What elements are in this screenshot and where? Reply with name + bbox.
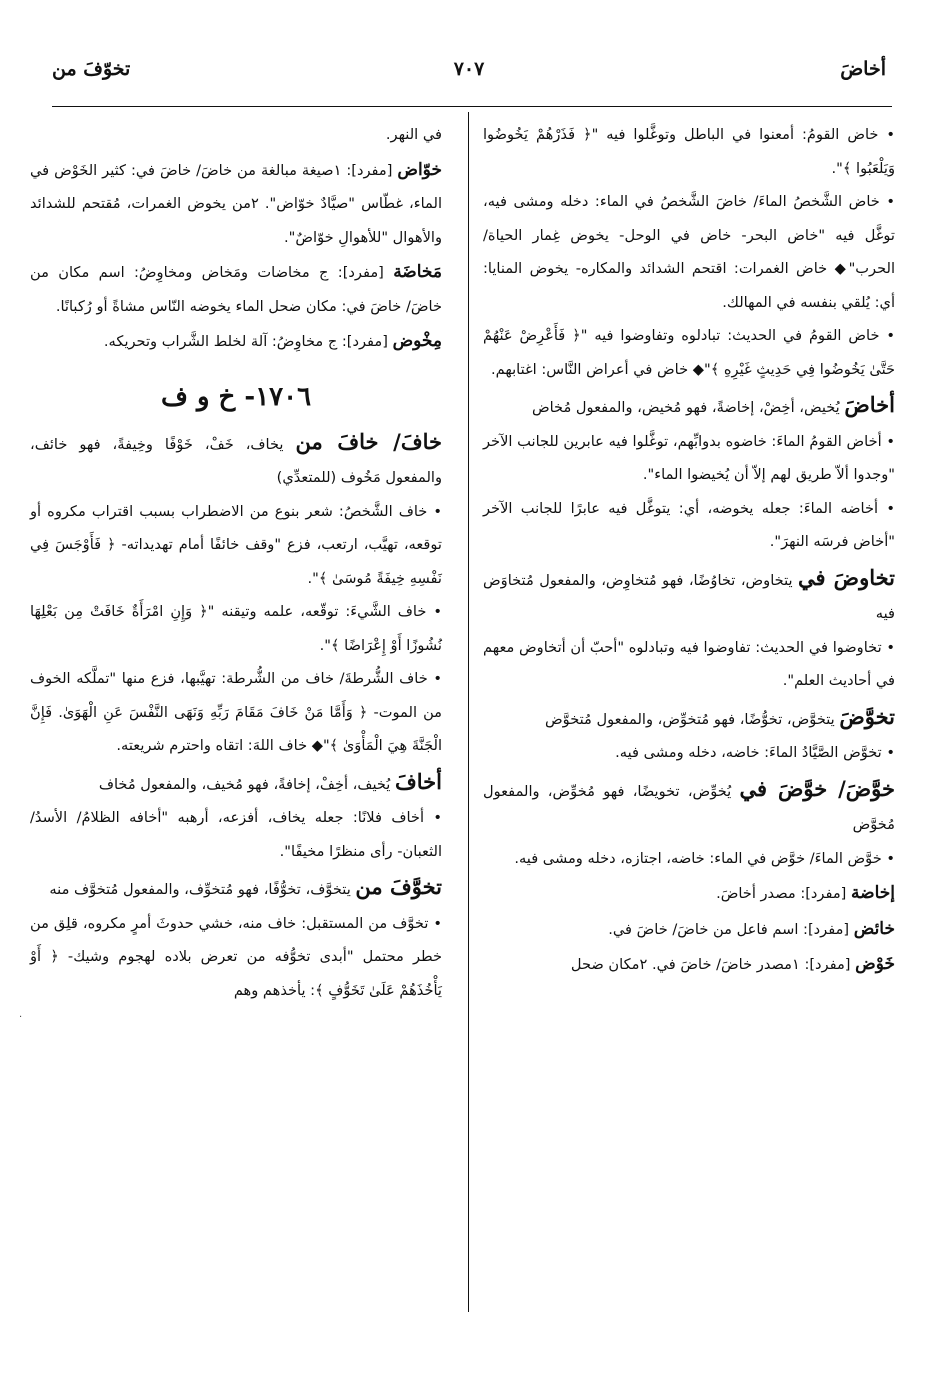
entry-khawwad [30, 154, 442, 255]
entry-khawwada [483, 772, 895, 842]
entry-definition: [مفرد]: ١مصدر خاضَ/ خاضَ في. ٢مكان ضحل [570, 956, 856, 973]
headword: مِخْوض [392, 331, 442, 351]
entry-akhafa [30, 765, 442, 802]
entry-forms: يتخوَّف، تخوُّفًا، فهو مُتخوِّف، والمفعول مُتخوَّف منه [49, 881, 356, 898]
definition-paragraph: • خاف الشَّخصُ: شعر بنوع من الاضطراب بسبب اقتراب مكروه أو توقعه، تهيَّب، ارتعب، فزع "وقف خائفًا أمام تهديداته- ﴿ فَأَوْجَسَ فِي نَفْسِهِ خِيفَةً مُوسَىٰ ﴾". [30, 502, 442, 587]
headword: خافَ/ خافَ من [295, 428, 442, 454]
page-header [52, 56, 886, 96]
right-column [483, 118, 895, 982]
entry-khaid [483, 913, 895, 947]
entry-takhawwafa [30, 870, 442, 907]
definition-paragraph: • خاض الشَّخصُ الماءَ/ خاضَ الشَّخصُ في الماء: دخله ومشى فيه، توغَّل فيه "خاض البحر- خاض في الوحل- يخوض غِمار الحياة/ الحرب"◆ خاض الغمرات: اقتحم الشدائد والمكاره- يخوض المنايا: أي: يُلقي بنفسه في المهالك. [483, 193, 895, 311]
entry-forms: يُخيض، أخِضْ، إخاضةً، فهو مُخيض، والمفعول مُخاض [531, 399, 845, 416]
headword: تخوَّفَ من [355, 874, 442, 899]
entry-akhada [483, 388, 895, 425]
headword: خوّاض [397, 159, 442, 180]
definition-paragraph: • خاض القومُ في الحديث: تبادلوه وتفاوضوا فيه "﴿ فَأَعْرِضْ عَنْهُمْ حَتَّىٰ يَخُوضُوا فِي حَدِيثٍ غَيْرِهِ ﴾"◆ خاض في أعراض النَّاس: اغتابهم. [483, 327, 895, 378]
root-section-title: ١٧٠٦- خ و ف [160, 381, 312, 412]
headword: خوَّضَ/ خوَّضَ في [739, 775, 895, 801]
headword: خائض [853, 918, 895, 939]
header-rule [52, 106, 892, 107]
definition-paragraph: • خوَّض الماءَ/ خوَّض في الماء: خاضه، اجتازه، دخله ومشى فيه. [514, 849, 895, 867]
entry-definition: [مفرد]: اسم فاعل من خاضَ/ خاضَ في. [608, 920, 854, 938]
headword: مَخاضَة [393, 262, 442, 282]
definition-paragraph: • تخاوضوا في الحديث: تفاوضوا فيه وتبادلوه "أحبّ أن أتخاوض معهم في أحاديث العلم". [483, 638, 895, 689]
definition-paragraph: • خاف الشُّرطةَ/ خاف من الشُّرطة: تهيَّبها، فزع منها "تملَّكه الخوف من الموت- ﴿ وَأَمَّا مَنْ خَافَ مَقَامَ رَبِّهِ وَنَهَى النَّفْسَ عَنِ الْهَوَىٰ. فَإِنَّ الْجَنَّةَ هِيَ الْمَأْوَىٰ ﴾"◆ خاف اللهَ: اتقاه واحترم شريعته. [30, 670, 442, 754]
definition-paragraph: • أخاضه الماءَ: جعله يخوضه، أي: يتوغَّل فيه عابرًا للجانب الآخر "أخاض فرسَه النهرَ". [483, 499, 895, 550]
entry-khawd [483, 948, 895, 982]
headword: إخاضة [851, 883, 895, 903]
left-column [30, 118, 442, 1007]
headword: تخاوضَ في [798, 564, 896, 590]
entry-forms: يُخيف، أخِفْ، إخافةً، فهو مُخيف، والمفعول مُخاف [98, 775, 396, 793]
headword: أخافَ [395, 768, 442, 794]
entry-definition: [مفرد]: ج مخاضات ومَخاض ومخاوِضُ: اسم مكان من خاضَ/ خاضَ في: مكان ضحل الماء يخوضه النّاس مشاةً أو رُكبانًا. [30, 264, 442, 315]
headword: أخاضَ [844, 392, 895, 417]
entry-ikhada [483, 877, 895, 911]
definition-paragraph: • أخاف فلانًا: جعله يخاف، أفزعه، أرهبه "أخافه الظلامُ/ الأسدُ/ الثعبان- رأى منظرًا مخيفًا". [30, 809, 442, 860]
header-first-headword: أخاضَ [840, 58, 886, 80]
definition-paragraph: • تخوَّض الصَّيَّادُ الماءَ: خاضه، دخله ومشى فيه. [615, 744, 895, 761]
column-divider [468, 112, 469, 1312]
entry-makhada [30, 256, 442, 323]
entry-forms: يُخوِّض، تخويضًا، فهو مُخوِّض، والمفعول مُخوَّض [483, 782, 895, 833]
definition-paragraph: • خاف الشَّيءَ: توقّعه، علمه وتيقنه "﴿ وَإِنِ امْرَأَةٌ خَافَتْ مِن بَعْلِهَا نُشُوزًا أَوْ إِعْرَاضًا ﴾". [30, 603, 442, 654]
definition-paragraph: • تخوَّف من المستقبل: خاف منه، خشي حدوثَ أمرٍ مكروه، قلِق من خطر محتمل "أبدى تخوُّفه من تعرض بلاده لهجوم وشيك- ﴿ أَوْ يَأْخُذَهُمْ عَلَىٰ تَخَوُّفٍ ﴾: يأخذهم وهم [30, 914, 442, 999]
entry-mikhwad [30, 325, 442, 359]
definition-paragraph: في النهر. [385, 126, 442, 143]
definition-paragraph: • أخاض القومُ الماءَ: خاضوه بدوابِّهم، توغَّلوا فيه عابرين للجانب الآخر "وجدوا ألاّ طريق لهم إلاّ أن يُخيضوا الماء". [483, 432, 895, 483]
page-number: ٧٠٧ [453, 58, 485, 80]
margin-dot: · [19, 1012, 23, 1023]
entry-forms: يتخوَّض، تخوُّضًا، فهو مُتخوِّض، والمفعول مُتخوَّض [545, 710, 840, 728]
entry-khafa [30, 425, 442, 495]
entry-definition: [مفرد]: ١صيغة مبالغة من خاضَ/ خاضَ في: كثير الخَوْض في الماء، غطّاس "صيَّادٌ خوّاض". ٢من يخوض الغمرات، مُقتحم للشدائد والأهوال "للأهوالِ خوّاضٌ". [30, 161, 442, 246]
entry-takhawada [483, 561, 895, 631]
header-last-headword: تخوّفَ من [52, 58, 131, 80]
entry-definition: [مفرد]: مصدر أخاضَ. [716, 885, 852, 902]
entry-takhawwada [483, 700, 895, 737]
definition-paragraph: • خاض القومُ: أمعنوا في الباطل وتوغَّلوا فيه "﴿ فَذَرْهُمْ يَخُوضُوا وَيَلْعَبُوا ﴾". [483, 126, 895, 177]
entry-definition: [مفرد]: ج مخاوِضُ: آلة لخلط الشَّراب وتحريكه. [103, 333, 393, 350]
headword: خَوْض [855, 954, 895, 974]
headword: تخوَّضَ [839, 703, 895, 729]
entry-forms: يتخاوض، تخاوُضًا، فهو مُتخاوِض، والمفعول مُتخاوَض فيه [483, 571, 895, 622]
entry-forms: يخاف، خَفْ، خَوْفًا وخِيفةً، فهو خائف، والمفعول مَخُوف (للمتعدِّي) [30, 435, 442, 486]
